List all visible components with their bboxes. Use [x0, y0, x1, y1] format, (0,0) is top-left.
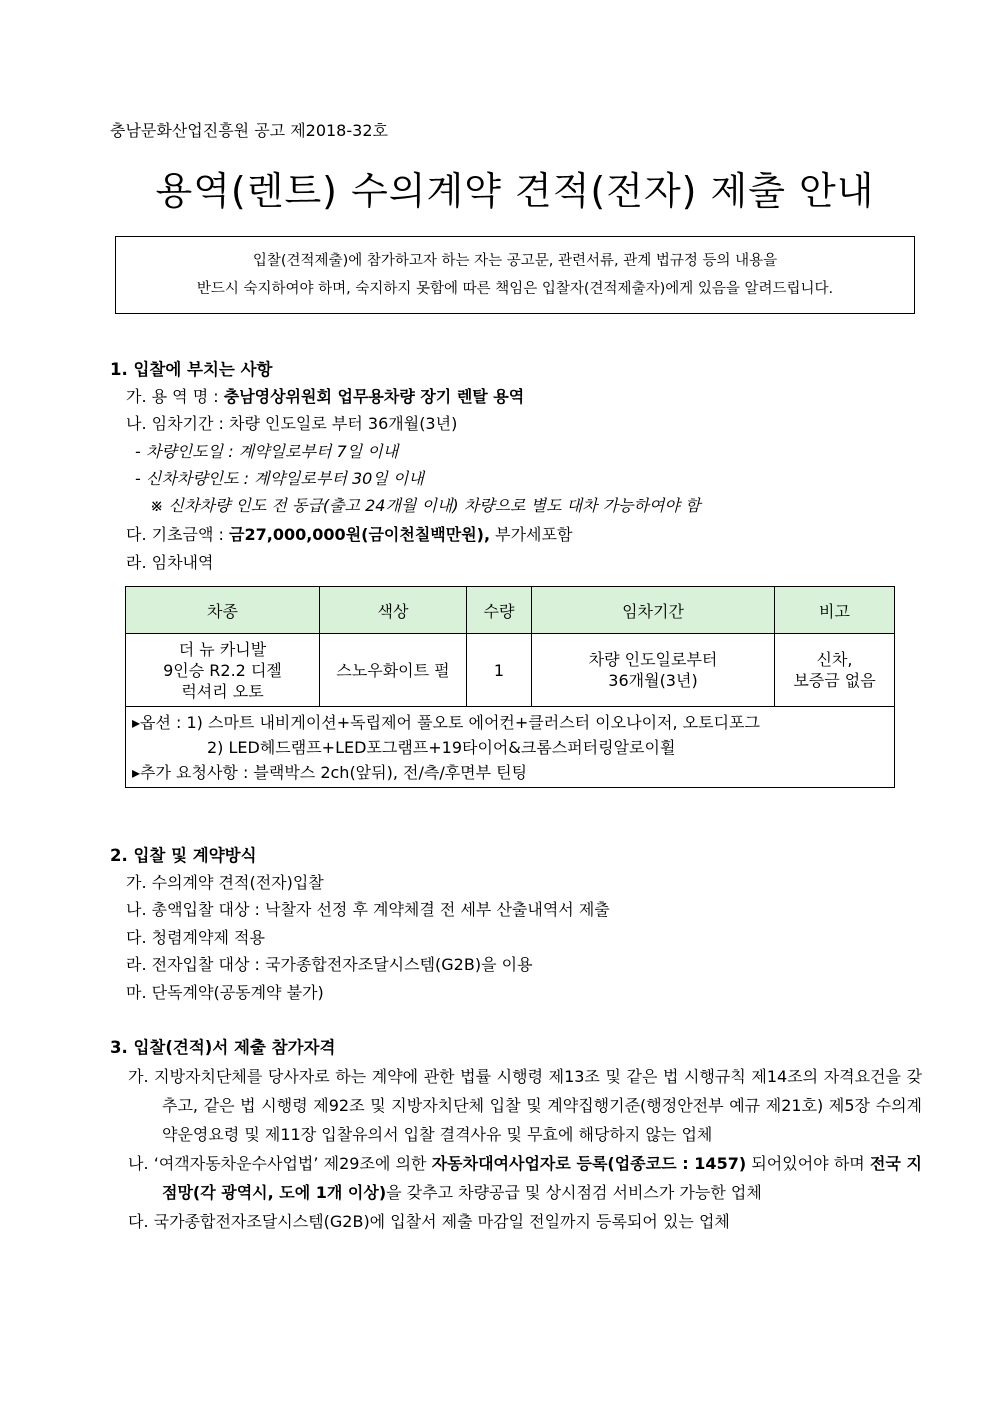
period-line-1: 차량 인도일로부터: [588, 650, 718, 669]
section1-item-c-label: 다. 기초금액 :: [126, 525, 230, 544]
section1-heading: 1. 입찰에 부치는 사항: [110, 360, 273, 379]
section1-item-b3: ※ 신차차량 인도 전 동급(출고 24개월 이내) 차량으로 별도 대차 가능하여야 함: [150, 496, 701, 515]
caution-line-1: 입찰(견적제출)에 참가하고자 하는 자는 공고문, 관련서류, 관계 법규정 등의 내용을: [252, 253, 778, 269]
header-color: 색상: [320, 587, 467, 634]
section3-item-a: 가. 지방자치단체를 당사자로 하는 계약에 관한 법률 시행령 제13조 및 같은 법 시행규칙 제14조의 자격요건을 갖추고, 같은 법 시행령 제92조 및 지방자치단체 입찰 및 계약집행기준(행정안전부 예규 제21호) 제5장 수의계약운영요령 및 제11장 입찰유의서 입찰 결격사유 및 무효에 해당하지 않는 업체: [128, 1067, 922, 1144]
section1-item-c: [126, 524, 572, 546]
header-note: 비고: [775, 587, 895, 634]
notice-number: 충남문화산업진흥원 공고 제2018-32호: [110, 121, 388, 140]
section2-item-c: 다. 청렴계약제 적용: [126, 928, 265, 947]
section2-item-d: 라. 전자입찰 대상 : 국가종합전자조달시스템(G2B)을 이용: [126, 955, 533, 974]
section3-item-c: 다. 국가종합전자조달시스템(G2B)에 입찰서 제출 마감일 전일까지 등록되어 있는 업체: [128, 1212, 730, 1231]
section3-item-b-part3: 되어있어야 하며: [746, 1154, 870, 1173]
section1-item-b1: - 차량인도일 : 계약일로부터 7일 이내: [135, 442, 399, 461]
section1-item-a: [126, 386, 524, 408]
rental-table: [125, 586, 895, 788]
period-line-2: 36개월(3년): [608, 671, 698, 690]
page-title: 용역(렌트) 수의계약 견적(전자) 제출 안내: [155, 169, 875, 213]
section2-heading: 2. 입찰 및 계약방식: [110, 846, 257, 865]
cell-color: 스노우화이트 펄: [320, 634, 467, 707]
section2-item-a: 가. 수의계약 견적(전자)입찰: [126, 873, 324, 892]
header-qty: 수량: [467, 587, 532, 634]
section3-item-b-part4: 전국 지점망(각 광역시, 도에 1개 이상): [162, 1154, 923, 1202]
section1-item-c-value: 금27,000,000원(금이천칠백만원),: [229, 525, 491, 544]
table-options-row: [126, 707, 895, 788]
model-line-3: 럭셔리 오토: [181, 681, 264, 701]
section1-item-b: 나. 임차기간 : 차량 인도일로 부터 36개월(3년): [126, 414, 458, 433]
section1-item-c-tail: 부가세포함: [490, 525, 573, 544]
section3-heading: 3. 입찰(견적)서 제출 참가자격: [110, 1038, 336, 1057]
caution-line-2: 반드시 숙지하여야 하며, 숙지하지 못함에 따른 책임은 입찰자(견적제출자)에게 있음을 알려드립니다.: [196, 281, 834, 297]
section2-item-b: 나. 총액입찰 대상 : 낙찰자 선정 후 계약체결 전 세부 산출내역서 제출: [126, 900, 610, 919]
table-header-row: [126, 587, 895, 634]
header-model: 차종: [126, 587, 320, 634]
model-line-1: 더 뉴 카니발: [178, 639, 267, 659]
note-line-1: 신차,: [816, 650, 853, 669]
options-extra: ▸추가 요청사항 : 블랙박스 2ch(앞뒤), 전/측/후면부 틴팅: [132, 762, 528, 782]
options-line-1: ▸옵션 : 1) 스마트 내비게이션+독립제어 풀오토 에어컨+클러스터 이오나이저, 오토디포그: [132, 712, 760, 732]
cell-model: [126, 634, 320, 707]
section3-item-b-part5: 을 갖추고 차량공급 및 상시점검 서비스가 가능한 업체: [386, 1183, 762, 1202]
section3-items: [128, 1062, 922, 1236]
section1-item-a-value: 충남영상위원회 업무용차량 장기 렌탈 용역: [223, 387, 525, 406]
caution-box: [115, 236, 915, 314]
section3-item-b-part1: 나. ‘여객자동차운수사업법’ 제29조에 의한: [128, 1154, 432, 1173]
section3-item-b-part2: 자동차대여사업자로 등록(업종코드 : 1457): [431, 1154, 747, 1173]
section1-item-d: 라. 임차내역: [126, 553, 214, 572]
model-line-2: 9인승 R2.2 디젤: [163, 660, 282, 680]
options-line-2: 2) LED헤드램프+LED포그램프+19타이어&크롬스퍼터링알로이휠: [207, 737, 676, 757]
cell-note: [775, 634, 895, 707]
section1-item-b2: - 신차차량인도 : 계약일로부터 30일 이내: [135, 469, 424, 488]
section1-item-a-label: 가. 용 역 명 :: [126, 387, 224, 406]
table-row: [126, 634, 895, 707]
section2-item-e: 마. 단독계약(공동계약 불가): [126, 983, 324, 1002]
section3-item-b: [128, 1149, 922, 1207]
cell-options: [126, 707, 895, 788]
cell-period: [532, 634, 775, 707]
note-line-2: 보증금 없음: [793, 671, 876, 690]
header-period: 임차기간: [532, 587, 775, 634]
cell-qty: 1: [467, 634, 532, 707]
